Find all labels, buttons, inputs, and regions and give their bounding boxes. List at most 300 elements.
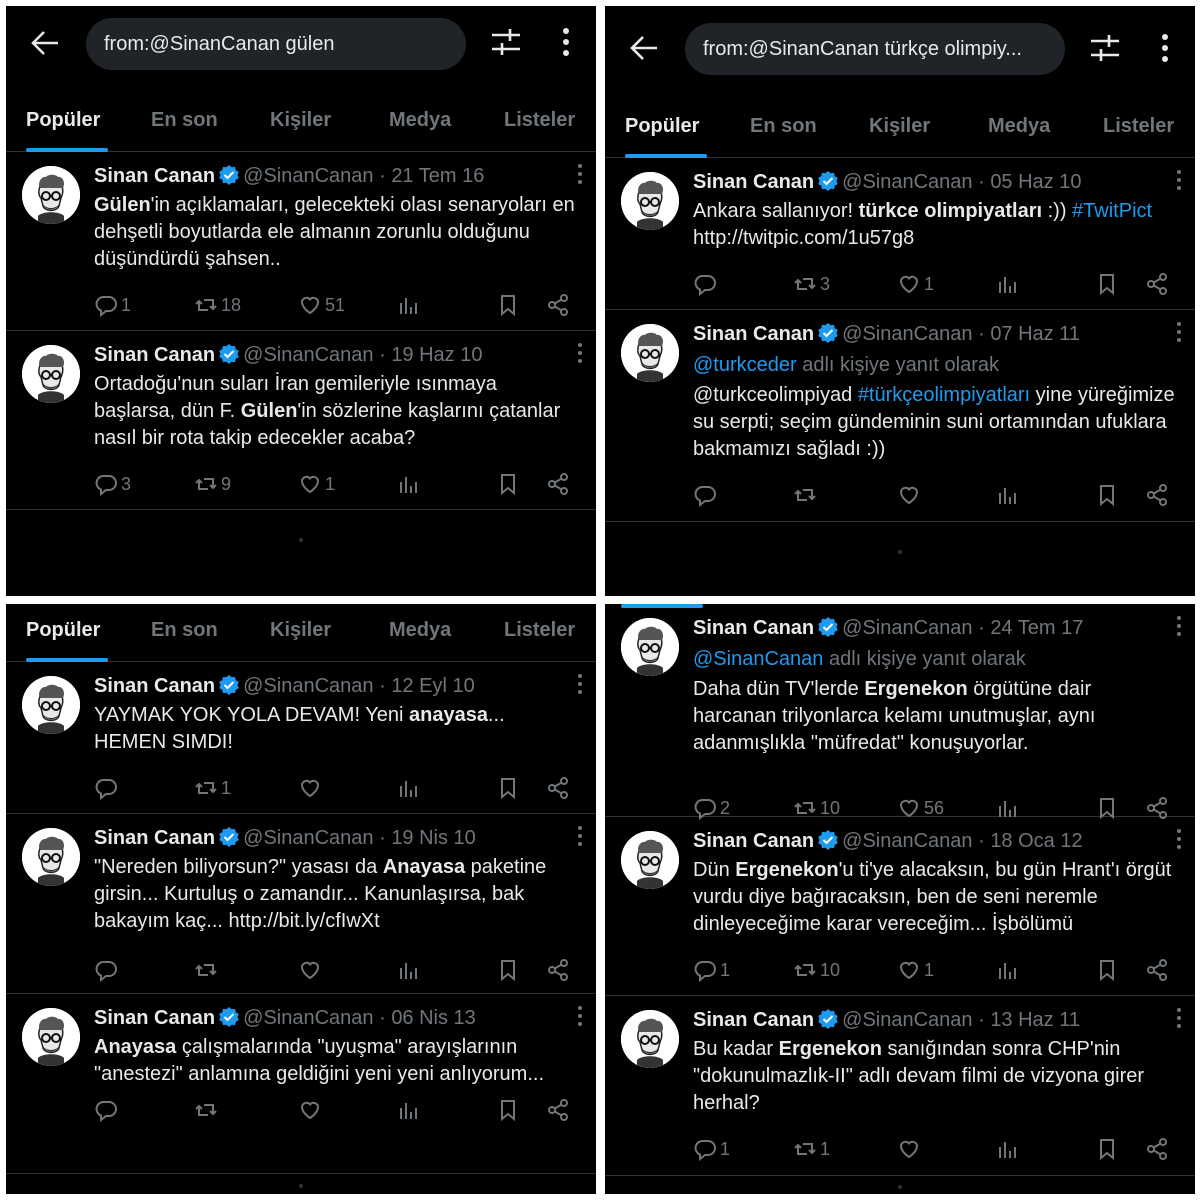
tab-label: En son [151, 619, 218, 641]
tweet-text-segment: Daha dün TV'lerde [693, 678, 865, 700]
search-term-highlight: Anayasa [382, 856, 466, 878]
tab-label: Kişiler [270, 109, 332, 131]
like-button[interactable] [298, 469, 335, 499]
views-chart-icon [396, 293, 420, 317]
reply-context-label: adlı kişiye yanıt olarak [796, 354, 999, 376]
retweet-icon [194, 472, 218, 496]
tab-medya[interactable] [389, 94, 457, 152]
tab-pop-ler[interactable] [625, 100, 707, 158]
reply-icon [693, 958, 717, 982]
reply-icon [693, 272, 717, 296]
share-icon [546, 472, 570, 496]
separator-dot: · [373, 344, 392, 366]
tab-label: Medya [389, 109, 452, 131]
avatar-sinan-canan[interactable] [22, 345, 80, 403]
tweet-text-segment: Ankara sallanıyor! [693, 200, 859, 222]
share-icon [546, 776, 570, 800]
bookmark-icon [496, 776, 520, 800]
like-button[interactable] [298, 290, 345, 320]
bookmark-button[interactable] [1095, 269, 1119, 299]
search-tabs [6, 94, 596, 152]
avatar-sinan-canan[interactable] [621, 831, 679, 889]
share-button[interactable] [546, 1095, 570, 1125]
tab-label: Kişiler [270, 619, 332, 641]
views-chart-icon [396, 472, 420, 496]
retweet-button[interactable] [793, 269, 830, 299]
separator-dot: · [373, 1007, 392, 1029]
share-button[interactable] [546, 955, 570, 985]
share-button[interactable] [546, 290, 570, 320]
author-handle[interactable]: @SinanCanan [243, 1007, 374, 1029]
avatar-sinan-canan[interactable] [621, 1010, 679, 1068]
tweet-text [94, 192, 580, 273]
retweets-count: 1 [820, 1138, 831, 1159]
bookmark-icon [496, 472, 520, 496]
retweet-button[interactable] [793, 1134, 830, 1164]
tweet-text [693, 382, 1179, 463]
tab-listeler[interactable] [1103, 100, 1181, 158]
search-filter-icon[interactable] [490, 26, 522, 58]
views-chart-icon [995, 272, 1019, 296]
replies-count: 1 [720, 1138, 731, 1159]
views-button[interactable] [995, 269, 1019, 299]
author-handle[interactable]: @SinanCanan [243, 675, 374, 697]
author-handle[interactable]: @SinanCanan [842, 1009, 973, 1031]
reply-button[interactable] [94, 1095, 121, 1125]
reply-button[interactable] [94, 290, 131, 320]
heart-icon [897, 272, 921, 296]
share-icon [1145, 483, 1169, 507]
tab-label: Popüler [26, 619, 101, 641]
avatar-frame[interactable] [621, 1010, 679, 1068]
avatar-sinan-canan[interactable] [621, 172, 679, 230]
tweet-body [94, 1004, 580, 1088]
tweet[interactable] [605, 996, 1195, 1176]
share-icon [546, 293, 570, 317]
share-icon [546, 1098, 570, 1122]
views-button[interactable] [995, 1134, 1019, 1164]
tweet-date[interactable]: 13 Haz 11 [990, 1009, 1080, 1031]
tweet-more-icon[interactable] [576, 824, 584, 848]
avatar-sinan-canan[interactable] [22, 1008, 80, 1066]
tweet-date[interactable]: 18 Oca 12 [990, 830, 1083, 852]
avatar-frame[interactable] [621, 831, 679, 889]
tweet-more-icon[interactable] [1175, 1006, 1183, 1030]
tab-label: En son [750, 115, 817, 137]
tab-listeler[interactable] [504, 94, 582, 152]
likes-count: 1 [924, 959, 935, 980]
author-name[interactable]: Sinan Canan [94, 675, 216, 697]
tweet-more-icon[interactable] [1175, 827, 1183, 851]
tab-en-son[interactable] [151, 604, 219, 662]
tweet-text [693, 198, 1179, 252]
like-button[interactable] [897, 269, 934, 299]
hashtag-link[interactable]: #TwitPict [1072, 200, 1153, 222]
tweet[interactable] [605, 310, 1195, 522]
tweet-more-icon[interactable] [576, 672, 584, 696]
reply-context [693, 644, 1179, 674]
tweet-text-segment: http://twitpic.com/1u57g8 [693, 227, 915, 249]
tweet-text-segment: sanığından sonra CHP'nin "dokunulmazlık-II" adlı devam filmi de vizyona girer herhal? [693, 1038, 1145, 1114]
share-icon [1145, 1137, 1169, 1161]
heart-icon [897, 483, 921, 507]
retweet-button[interactable] [793, 955, 840, 985]
bookmark-button[interactable] [1095, 1134, 1119, 1164]
share-button[interactable] [1145, 269, 1169, 299]
avatar-sinan-canan[interactable] [22, 828, 80, 886]
reply-icon [94, 958, 118, 982]
reply-icon [693, 1137, 717, 1161]
tweet-more-icon[interactable] [1175, 614, 1183, 638]
tweet-body [94, 824, 580, 935]
tweet-text [94, 702, 580, 756]
more-options-icon[interactable] [554, 26, 578, 58]
author-name[interactable]: Sinan Canan [693, 171, 815, 193]
replies-count: 2 [720, 797, 731, 818]
avatar-sinan-canan[interactable] [22, 166, 80, 224]
tweet-actions [94, 1095, 580, 1125]
avatar-frame[interactable] [621, 324, 679, 382]
reply-icon [94, 472, 118, 496]
tweet-text-segment: yine yüreğimize su serpti; seçim gündeminin suni ortamından ufuklara bakmamızı sağladı :)) [693, 384, 1175, 460]
heart-icon [298, 293, 322, 317]
tweet[interactable] [605, 817, 1195, 996]
reply-context [693, 350, 1179, 380]
separator-dot: · [972, 617, 991, 639]
verified-badge-icon [219, 1007, 239, 1027]
replies-count: 3 [121, 473, 132, 494]
search-results-panel-gulen [6, 6, 596, 596]
author-name[interactable]: Sinan Canan [693, 323, 815, 345]
tweet-text [94, 854, 580, 935]
separator-dot: · [972, 1009, 991, 1031]
tweet-date[interactable]: 07 Haz 11 [990, 323, 1080, 345]
search-results-panel-turkce-olimpiyat [605, 6, 1195, 596]
tweet-body [94, 672, 580, 756]
share-button[interactable] [1145, 1134, 1169, 1164]
bookmark-button[interactable] [496, 290, 520, 320]
author-handle[interactable]: @SinanCanan [842, 830, 973, 852]
retweets-count: 1 [221, 777, 232, 798]
author-name[interactable]: Sinan Canan [693, 830, 815, 852]
tweet-text-segment: çalışmalarında "uyuşma" arayışlarının "anestezi" anlamına geldiğini yeni yeni anlıyorum... [94, 1036, 544, 1085]
loading-dot [898, 1185, 902, 1189]
loading-dot [898, 550, 902, 554]
tweet-text-segment: :)) [1042, 200, 1073, 222]
author-name[interactable]: Sinan Canan [693, 1009, 815, 1031]
tweet-more-icon[interactable] [576, 162, 584, 186]
search-term-highlight: anayasa [408, 704, 488, 726]
tweet-text-segment: Ortadoğu'nun suları İran gemileriyle ısınmaya başlarsa, dün F. [94, 373, 497, 422]
verified-badge-icon [219, 165, 239, 185]
heart-icon [897, 1137, 921, 1161]
avatar-frame[interactable] [22, 1008, 80, 1066]
tweet-date[interactable]: 06 Nis 13 [391, 1007, 476, 1029]
retweet-button[interactable] [793, 480, 820, 510]
tab-en-son[interactable] [750, 100, 818, 158]
reply-context-label: adlı kişiye yanıt olarak [823, 648, 1026, 670]
tab-label: Listeler [1103, 115, 1175, 137]
search-term-highlight: Anayasa [94, 1036, 177, 1058]
tweet-header [94, 162, 580, 190]
tab-ki-iler[interactable] [869, 100, 933, 158]
avatar-frame[interactable] [22, 828, 80, 886]
views-button[interactable] [396, 1095, 420, 1125]
separator-dot: · [373, 827, 392, 849]
tweet-more-icon[interactable] [1175, 168, 1183, 192]
author-handle[interactable]: @SinanCanan [243, 165, 374, 187]
like-button[interactable] [298, 955, 325, 985]
separator-dot: · [373, 675, 392, 697]
tab-label: Popüler [625, 115, 700, 137]
avatar-frame[interactable] [22, 676, 80, 734]
tweet-body [693, 614, 1179, 757]
author-name[interactable]: Sinan Canan [94, 827, 216, 849]
likes-count: 1 [924, 273, 935, 294]
retweets-count: 9 [221, 473, 232, 494]
retweets-count: 18 [221, 294, 242, 315]
tweet-text [94, 1034, 580, 1088]
bookmark-icon [1095, 272, 1119, 296]
author-handle[interactable]: @SinanCanan [842, 323, 973, 345]
like-button[interactable] [298, 1095, 325, 1125]
share-button[interactable] [1145, 480, 1169, 510]
tweet[interactable] [605, 158, 1195, 310]
reply-button[interactable] [94, 773, 121, 803]
tab-label: En son [151, 109, 218, 131]
search-input[interactable]: from:@SinanCanan türkçe olimpiy... [685, 23, 1065, 75]
tab-medya[interactable] [988, 100, 1056, 158]
retweets-count: 10 [820, 959, 841, 980]
tweet-header [693, 320, 1179, 348]
reply-button[interactable] [94, 955, 121, 985]
views-button[interactable] [396, 955, 420, 985]
like-button[interactable] [897, 955, 934, 985]
search-term-highlight: türkce olimpiyatları [858, 200, 1043, 222]
verified-badge-icon [818, 171, 838, 191]
author-handle[interactable]: @SinanCanan [842, 617, 973, 639]
hashtag-link[interactable]: #türkçeolimpiyatları [857, 384, 1031, 406]
tweet-text-segment: Bu kadar [693, 1038, 779, 1060]
bookmark-button[interactable] [1095, 955, 1119, 985]
tweet-text-segment: 'in açıklamaları, gelecekteki olası senaryoları en dehşetli boyutlarda ele almanın zorunlu olduğunu düşündürdü şahsen.. [94, 194, 575, 270]
avatar-sinan-canan[interactable] [621, 618, 679, 676]
views-chart-icon [995, 1137, 1019, 1161]
views-button[interactable] [995, 480, 1019, 510]
tweet-more-icon[interactable] [576, 341, 584, 365]
tab-label: Medya [389, 619, 452, 641]
tab-label: Popüler [26, 109, 101, 131]
tweet-header [94, 341, 580, 369]
share-button[interactable] [546, 469, 570, 499]
tweet[interactable] [6, 331, 596, 510]
back-arrow-icon[interactable] [30, 28, 60, 58]
retweet-icon [194, 293, 218, 317]
tweet-text-segment: Dün [693, 859, 736, 881]
bookmark-button[interactable] [496, 773, 520, 803]
tweet-actions [693, 1134, 1179, 1164]
tweet-actions [693, 480, 1179, 510]
tweet-header [693, 1006, 1179, 1034]
search-term-highlight: Ergenekon [735, 859, 839, 881]
heart-icon [298, 1098, 322, 1122]
author-handle[interactable]: @SinanCanan [243, 827, 374, 849]
tweet[interactable] [6, 814, 596, 994]
tab-listeler[interactable] [504, 604, 582, 662]
tweet-text [693, 857, 1179, 938]
views-button[interactable] [396, 469, 420, 499]
retweet-button[interactable] [194, 773, 231, 803]
views-chart-icon [396, 776, 420, 800]
avatar-frame[interactable] [621, 172, 679, 230]
tweet-more-icon[interactable] [1175, 320, 1183, 344]
tweet[interactable] [6, 994, 596, 1174]
bookmark-button[interactable] [496, 955, 520, 985]
tweet-header [693, 168, 1179, 196]
heart-icon [897, 958, 921, 982]
replies-count: 1 [720, 959, 731, 980]
avatar-frame[interactable] [621, 618, 679, 676]
tweet-body [94, 341, 580, 452]
retweet-icon [793, 483, 817, 507]
tab-medya[interactable] [389, 604, 457, 662]
reply-button[interactable] [693, 480, 720, 510]
retweet-icon [793, 958, 817, 982]
author-name[interactable]: Sinan Canan [94, 344, 216, 366]
like-button[interactable] [897, 1134, 924, 1164]
tweet[interactable] [6, 662, 596, 814]
retweets-count: 3 [820, 273, 831, 294]
avatar-frame[interactable] [22, 166, 80, 224]
tweet-text-segment: 'in sözlerine kaşlarını çatanlar nasıl bir rota takip edecekler acaba? [94, 400, 561, 449]
search-filter-icon[interactable] [1089, 32, 1121, 64]
verified-badge-icon [219, 675, 239, 695]
share-icon [1145, 272, 1169, 296]
author-handle[interactable]: @SinanCanan [842, 171, 973, 193]
tweet-actions [693, 955, 1179, 985]
author-handle[interactable]: @SinanCanan [243, 344, 374, 366]
tweet-date[interactable]: 05 Haz 10 [990, 171, 1082, 193]
views-chart-icon [396, 958, 420, 982]
share-button[interactable] [1145, 955, 1169, 985]
views-button[interactable] [995, 955, 1019, 985]
bookmark-icon [496, 293, 520, 317]
heart-icon [298, 958, 322, 982]
share-icon [546, 958, 570, 982]
search-term-highlight: Ergenekon [778, 1038, 882, 1060]
retweet-icon [194, 776, 218, 800]
tweet-text-segment: paketine girsin... Kurtuluş o zamandır... Kanunlaşırsa, bak bakayım kaç... http://bit.ly/cfIwXt [94, 856, 547, 932]
retweets-count: 10 [820, 797, 841, 818]
bookmark-icon [1095, 958, 1119, 982]
tweet-date[interactable]: 24 Tem 17 [990, 617, 1084, 639]
reply-button[interactable] [693, 955, 730, 985]
more-options-icon[interactable] [1153, 32, 1177, 64]
tab-label: Medya [988, 115, 1051, 137]
search-term-highlight: Ergenekon [864, 678, 968, 700]
retweet-button[interactable] [194, 290, 241, 320]
tweet-header [94, 824, 580, 852]
reply-mention-link[interactable]: @SinanCanan [693, 648, 824, 670]
search-results-panel-anayasa [6, 604, 596, 1194]
avatar-sinan-canan[interactable] [22, 676, 80, 734]
verified-badge-icon [818, 323, 838, 343]
tweet-text [693, 1036, 1179, 1117]
loading-dot [299, 1184, 303, 1188]
like-button[interactable] [298, 773, 325, 803]
tweet-text-segment: ... HEMEN SIMDI! [94, 704, 505, 753]
tweet-text-segment: 'u ti'ye alacaksın, bu gün Hrant'ı örgüt vurdu diye bağıracaksın, ben de seni neremle dinleyeceğime karar vereceğim... İşbölümü [693, 859, 1172, 935]
tweet[interactable] [6, 152, 596, 331]
tab-pop-ler[interactable] [26, 604, 108, 662]
author-name[interactable]: Sinan Canan [693, 617, 815, 639]
avatar-sinan-canan[interactable] [621, 324, 679, 382]
replies-count: 1 [121, 294, 132, 315]
back-arrow-icon[interactable] [629, 33, 659, 63]
tweet[interactable] [605, 604, 1195, 817]
bookmark-button[interactable] [496, 469, 520, 499]
tweet-date[interactable]: 19 Haz 10 [391, 344, 483, 366]
reply-icon [693, 483, 717, 507]
views-chart-icon [995, 483, 1019, 507]
tweet-text [693, 676, 1179, 757]
tab-pop-ler[interactable] [26, 94, 108, 152]
views-button[interactable] [396, 773, 420, 803]
reply-button[interactable] [693, 1134, 730, 1164]
reply-button[interactable] [94, 469, 131, 499]
tab-label: Listeler [504, 109, 576, 131]
separator-dot: · [972, 171, 991, 193]
reply-mention-link[interactable]: @turkceder [693, 354, 797, 376]
search-tabs [605, 100, 1195, 158]
verified-badge-icon [818, 617, 838, 637]
tab-ki-iler[interactable] [270, 94, 334, 152]
bookmark-button[interactable] [496, 1095, 520, 1125]
avatar-frame[interactable] [22, 345, 80, 403]
search-term-highlight: Gülen [94, 194, 151, 216]
retweet-icon [793, 1137, 817, 1161]
like-button[interactable] [897, 480, 924, 510]
tweet-actions [94, 469, 580, 499]
views-chart-icon [995, 958, 1019, 982]
author-name[interactable]: Sinan Canan [94, 1007, 216, 1029]
heart-icon [298, 776, 322, 800]
retweet-button[interactable] [194, 1095, 221, 1125]
author-name[interactable]: Sinan Canan [94, 165, 216, 187]
tweet-more-icon[interactable] [576, 1004, 584, 1028]
retweet-button[interactable] [194, 469, 231, 499]
separator-dot: · [972, 323, 991, 345]
tweet-date[interactable]: 21 Tem 16 [391, 165, 485, 187]
tab-ki-iler[interactable] [270, 604, 334, 662]
tweet-date[interactable]: 12 Eyl 10 [391, 675, 475, 697]
retweet-icon [194, 1098, 218, 1122]
reply-icon [94, 293, 118, 317]
tweet-text-segment: "Nereden biliyorsun?" yasası da [94, 856, 383, 878]
search-results-panel-ergenekon [605, 604, 1195, 1194]
heart-icon [298, 472, 322, 496]
bookmark-button[interactable] [1095, 480, 1119, 510]
share-button[interactable] [546, 773, 570, 803]
tweet-date[interactable]: 19 Nis 10 [391, 827, 476, 849]
reply-button[interactable] [693, 269, 720, 299]
views-button[interactable] [396, 290, 420, 320]
search-input[interactable]: from:@SinanCanan gülen [86, 18, 466, 70]
retweet-button[interactable] [194, 955, 221, 985]
tab-en-son[interactable] [151, 94, 219, 152]
tweet-actions [693, 269, 1179, 299]
separator-dot: · [373, 165, 392, 187]
